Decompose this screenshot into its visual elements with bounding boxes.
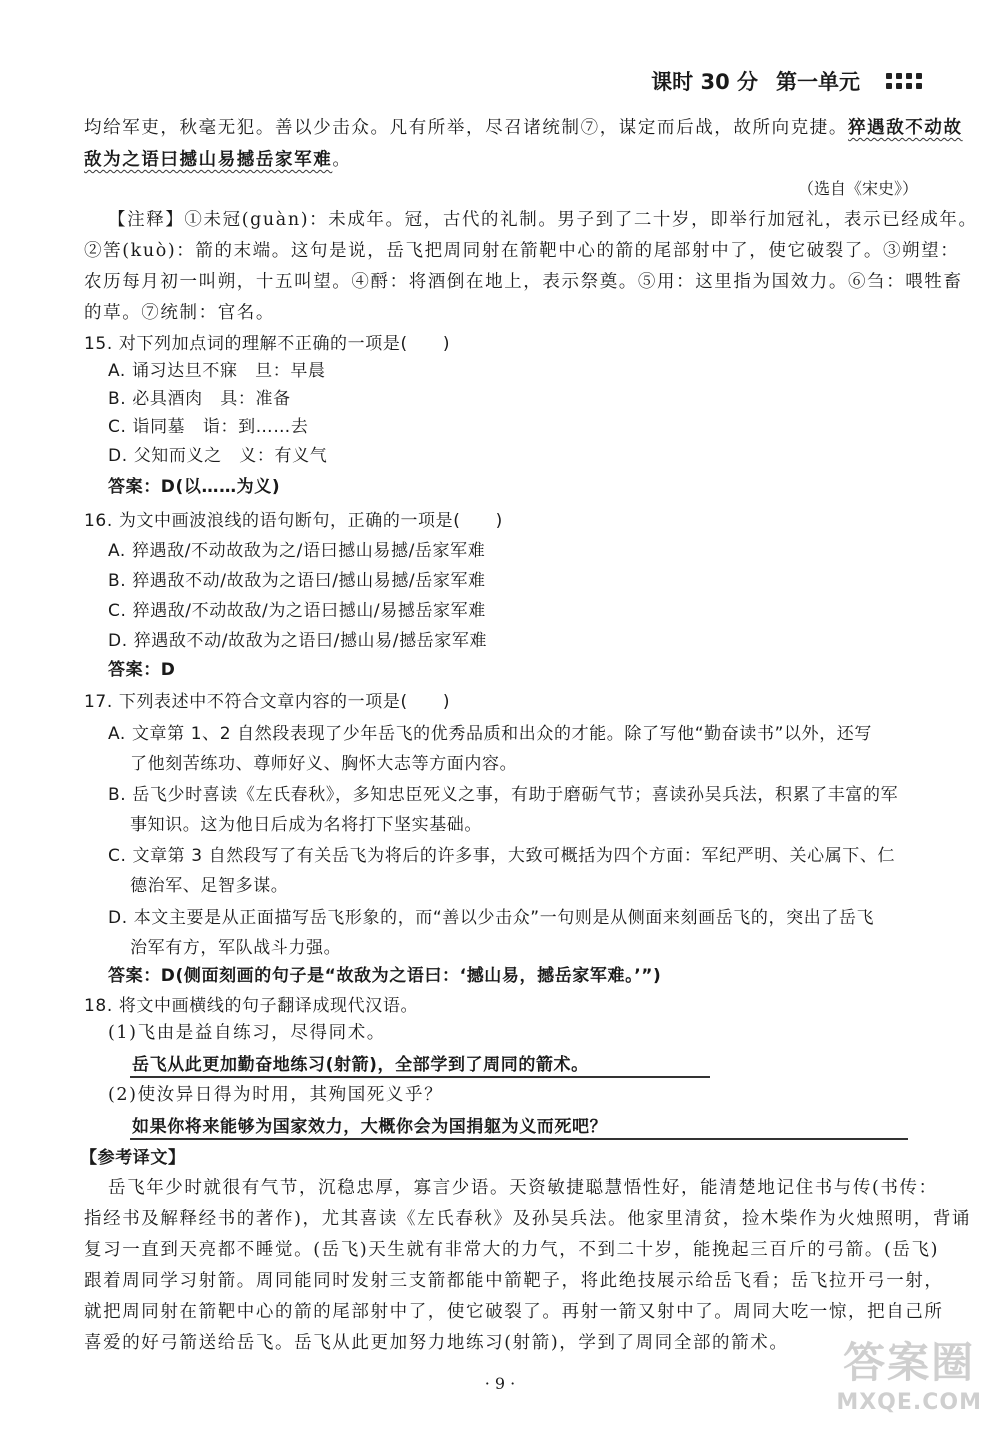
q15-option-c: C. 诣同墓 诣：到……去 bbox=[108, 417, 309, 437]
dot-grid-icon bbox=[886, 73, 922, 89]
wavy-sentence-part2: 敌为之语曰撼山易撼岳家军难 bbox=[84, 150, 333, 170]
q17-option-a-line1: A. 文章第 1、2 自然段表现了少年岳飞的优秀品质和出众的才能。除了写他“勤奋读书”以外，还写 bbox=[108, 724, 872, 744]
q17-stem: 17. 下列表述中不符合文章内容的一项是( ) bbox=[84, 692, 451, 712]
answer-underline-2 bbox=[130, 1138, 908, 1140]
header-unit: 第一单元 bbox=[776, 70, 860, 94]
translation-line-6: 喜爱的好弓箭送给岳飞。岳飞从此更加努力地练习(射箭)，学到了周同全部的箭术。 bbox=[84, 1333, 789, 1353]
page-header bbox=[651, 66, 922, 96]
translation-line-3: 复习一直到天亮都不睡觉。(岳飞)天生就有非常大的力气，不到二十岁，能挽起三百斤的弓箭。(岳飞) bbox=[84, 1240, 940, 1260]
q17-option-c-line1: C. 文章第 3 自然段写了有关岳飞为将后的许多事，大致可概括为四个方面：军纪严明、关心属下、仁 bbox=[108, 846, 896, 866]
q17-answer: 答案：D(侧面刻画的句子是“故敌为之语曰：‘撼山易，撼岳家军难。’”) bbox=[108, 966, 662, 986]
translation-title: 【参考译文】 bbox=[80, 1148, 186, 1168]
notes-line-4: 的草。⑦统制：官名。 bbox=[84, 303, 275, 323]
translation-line-2: 指经书及解释经书的著作)，尤其喜读《左氏春秋》及孙吴兵法。他家里清贫，捡木柴作为火烛照明，背诵 bbox=[84, 1209, 972, 1229]
notes-line-3: 农历每月初一叫朔，十五叫望。④酹：将酒倒在地上，表示祭奠。⑤用：这里指为国效力。⑥刍：喂牲畜 bbox=[84, 272, 963, 292]
watermark-text-cn: 答案圈 bbox=[843, 1338, 976, 1387]
q18-answer-2: 如果你将来能够为国家效力，大概你会为国捐躯为义而死吧？ bbox=[132, 1117, 608, 1137]
translation-line-5: 就把周同射在箭靶中心的箭的尾部射中了，使它破裂了。再射一箭又射中了。周同大吃一惊，把自己所 bbox=[84, 1302, 944, 1322]
notes-line-1: 【注释】①未冠(guàn)：未成年。冠，古代的礼制。男子到了二十岁，即举行加冠礼，表示已经成年。 bbox=[108, 210, 978, 230]
q15-option-d: D. 父知而义之 义：有义气 bbox=[108, 446, 328, 466]
answer-underline-1 bbox=[130, 1076, 710, 1078]
q18-answer-1: 岳飞从此更加勤奋地练习(射箭)，全部学到了周同的箭术。 bbox=[132, 1055, 589, 1075]
header-title: 课时 30 分 bbox=[651, 70, 758, 94]
q15-answer: 答案：D(以……为义) bbox=[108, 477, 281, 497]
source-citation: （选自《宋史》） bbox=[797, 179, 918, 198]
q17-option-d-line1: D. 本文主要是从正面描写岳飞形象的，而“善以少击众”一句则是从侧面来刻画岳飞的，突出了岳飞 bbox=[108, 908, 875, 928]
q16-answer: 答案：D bbox=[108, 660, 176, 680]
q18-stem: 18. 将文中画横线的句子翻译成现代汉语。 bbox=[84, 996, 419, 1016]
wavy-sentence-part1: 猝遇敌不动故 bbox=[848, 118, 963, 138]
passage-line-1: 均给军吏，秋毫无犯。善以少击众。凡有所举，尽召诸统制⑦，谋定而后战，故所向克捷。猝遇敌不动故 bbox=[84, 118, 963, 138]
q15-option-a: A. 诵习达旦不寐 旦：早晨 bbox=[108, 361, 326, 381]
q18-sentence-2: (2)使汝异日得为时用，其殉国死义乎？ bbox=[108, 1085, 444, 1105]
q17-option-c-line2: 德治军、足智多谋。 bbox=[130, 876, 289, 896]
translation-line-4: 跟着周同学习射箭。周同能同时发射三支箭都能中箭靶子，将此绝技展示给岳飞看；岳飞拉开弓一射， bbox=[84, 1271, 944, 1291]
passage-line-2: 敌为之语曰撼山易撼岳家军难。 bbox=[84, 150, 352, 170]
q16-option-c: C. 猝遇敌/不动故敌/为之语曰撼山/易撼岳家军难 bbox=[108, 601, 486, 621]
q15-option-b: B. 必具酒肉 具：准备 bbox=[108, 389, 291, 409]
q15-stem: 15. 对下列加点词的理解不正确的一项是( ) bbox=[84, 334, 451, 354]
q17-option-a-line2: 了他刻苦练功、尊师好义、胸怀大志等方面内容。 bbox=[130, 754, 518, 774]
notes-line-2: ②筈(kuò)：箭的末端。这句是说，岳飞把周同射在箭靶中心的箭的尾部射中了，使它破裂了。③朔望： bbox=[84, 241, 960, 261]
q16-stem: 16. 为文中画波浪线的语句断句，正确的一项是( ) bbox=[84, 511, 503, 531]
q17-option-b-line2: 事知识。这为他日后成为名将打下坚实基础。 bbox=[130, 815, 482, 835]
q18-sentence-1: (1)飞由是益自练习，尽得同术。 bbox=[108, 1023, 386, 1043]
translation-line-1: 岳飞年少时就很有气节，沉稳忠厚，寡言少语。天资敏捷聪慧悟性好，能清楚地记住书与传(书传： bbox=[108, 1178, 938, 1198]
q16-option-b: B. 猝遇敌不动/故敌为之语曰/撼山易撼/岳家军难 bbox=[108, 571, 486, 591]
page-number: · 9 · bbox=[484, 1374, 516, 1393]
watermark-logo bbox=[836, 1330, 982, 1415]
q16-option-d: D. 猝遇敌不动/故敌为之语曰/撼山易/撼岳家军难 bbox=[108, 631, 488, 651]
q17-option-d-line2: 治军有方，军队战斗力强。 bbox=[130, 938, 342, 958]
q16-option-a: A. 猝遇敌/不动故敌为之/语曰撼山易撼/岳家军难 bbox=[108, 541, 486, 561]
q17-option-b-line1: B. 岳飞少时喜读《左氏春秋》，多知忠臣死义之事，有助于磨砺气节；喜读孙吴兵法，积累了丰富的军 bbox=[108, 785, 899, 805]
watermark-text-en: MXQE.COM bbox=[836, 1390, 982, 1415]
